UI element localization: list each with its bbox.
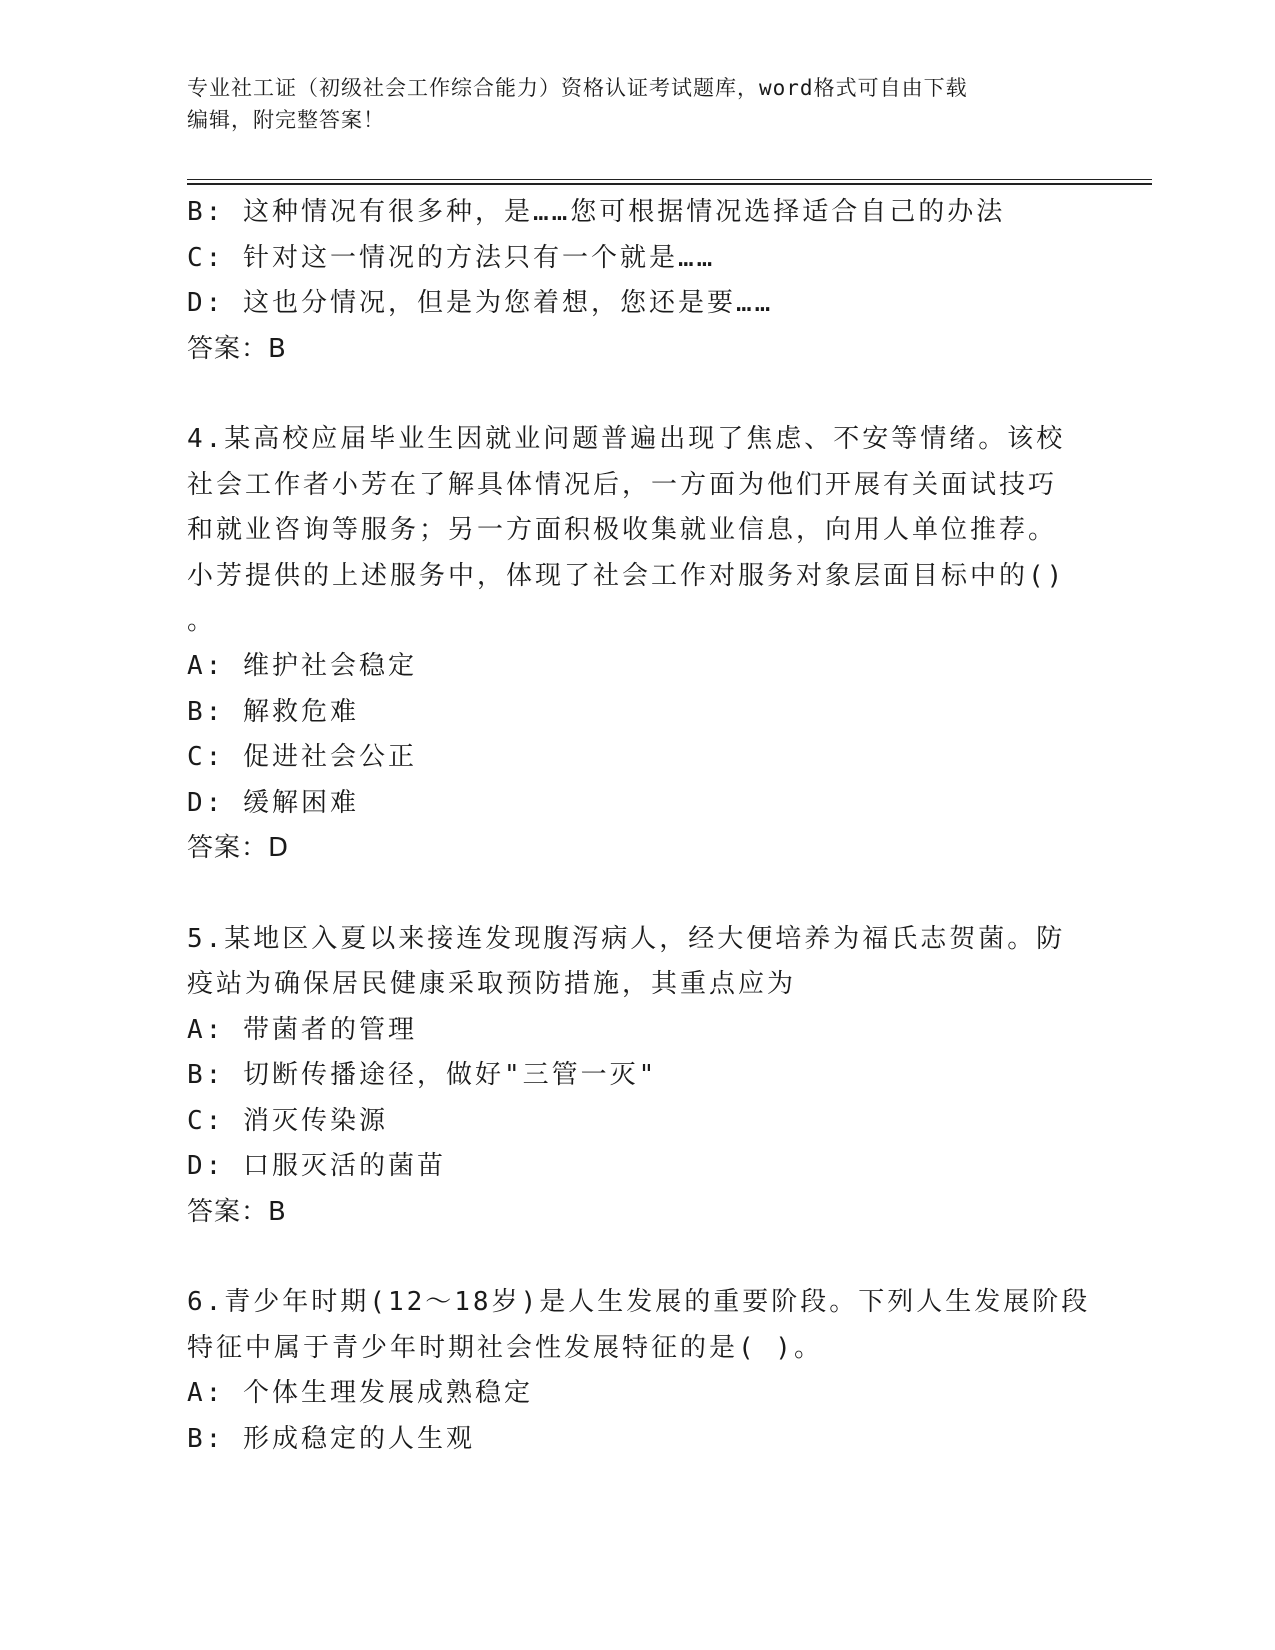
- option-d: D: 口服灭活的菌苗: [187, 1151, 446, 1181]
- option-b: B: 解救危难: [187, 696, 359, 727]
- question-6-options: [187, 1371, 1067, 1462]
- option-a: A: 带菌者的管理: [187, 1014, 417, 1045]
- question-6-stem: [187, 1280, 1091, 1371]
- header-line-2: 编辑，附完整答案！: [187, 108, 385, 132]
- option-b: B: 这种情况有很多种，是……您可根据情况选择适合自己的办法: [187, 197, 1006, 227]
- question-5-answer: 答案：B: [187, 1196, 287, 1227]
- header-rule-thin: [187, 179, 1152, 180]
- document-body: [187, 190, 1091, 1462]
- stem-line: 6.青少年时期(12～18岁)是人生发展的重要阶段。下列人生发展阶段: [187, 1287, 1091, 1317]
- stem-line: 疫站为确保居民健康采取预防措施，其重点应为: [187, 969, 797, 999]
- spacer: [187, 872, 1067, 917]
- stem-line: 和就业咨询等服务；另一方面积极收集就业信息，向用人单位推荐。: [187, 515, 1058, 545]
- stem-line: 5.某地区入夏以来接连发现腹泻病人，经大便培养为福氏志贺菌。防: [187, 923, 1066, 954]
- question-4-answer: 答案：D: [187, 833, 290, 863]
- option-c: C: 针对这一情况的方法只有一个就是……: [187, 242, 716, 273]
- question-3-answer: 答案：B: [187, 333, 287, 364]
- question-5-stem: [187, 917, 1067, 1008]
- page-header: [187, 72, 1087, 136]
- header-rule-thick: [187, 183, 1152, 185]
- option-a: A: 个体生理发展成熟稳定: [187, 1378, 533, 1408]
- option-c: C: 促进社会公正: [187, 742, 417, 772]
- header-line-1: 专业社工证（初级社会工作综合能力）资格认证考试题库，word格式可自由下载: [187, 76, 968, 100]
- option-b: B: 形成稳定的人生观: [187, 1423, 475, 1454]
- option-d: D: 缓解困难: [187, 787, 359, 818]
- spacer: [187, 1235, 1067, 1280]
- stem-line: 特征中属于青少年时期社会性发展特征的是( )。: [187, 1332, 823, 1363]
- option-d: D: 这也分情况，但是为您着想，您还是要……: [187, 288, 774, 318]
- question-5-options: [187, 1008, 1067, 1190]
- question-4-options: [187, 644, 1067, 826]
- option-b: B: 切断传播途径，做好"三管一灭": [187, 1060, 658, 1090]
- question-3-options: [187, 190, 1067, 327]
- stem-line: 。: [187, 606, 217, 636]
- stem-line: 小芳提供的上述服务中，体现了社会工作对服务对象层面目标中的(): [187, 560, 1066, 591]
- stem-line: 社会工作者小芳在了解具体情况后，一方面为他们开展有关面试技巧: [187, 469, 1058, 500]
- stem-line: 4.某高校应届毕业生因就业问题普遍出现了焦虑、不安等情绪。该校: [187, 424, 1066, 454]
- question-4-stem: [187, 417, 1067, 644]
- spacer: [187, 372, 1067, 417]
- option-c: C: 消灭传染源: [187, 1105, 388, 1136]
- option-a: A: 维护社会稳定: [187, 651, 417, 681]
